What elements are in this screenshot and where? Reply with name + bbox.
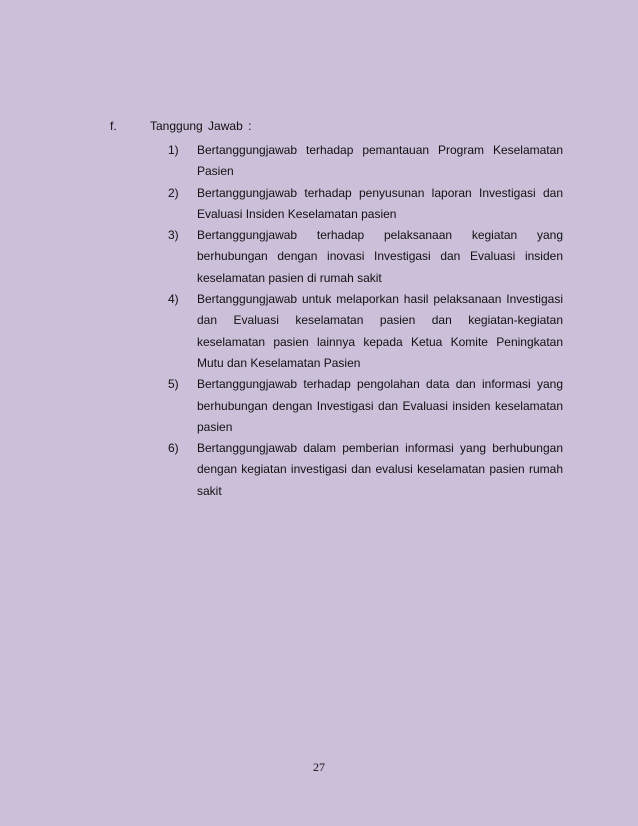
list-item [168, 183, 563, 226]
list-item-number: 4) [168, 292, 179, 307]
responsibility-list [168, 140, 563, 502]
list-item-number: 1) [168, 143, 179, 157]
list-item-text: Bertanggungjawab terhadap pemantauan Program Keselamatan Pasien [197, 143, 563, 179]
list-item-number: 3) [168, 228, 179, 243]
section-letter: f. [110, 119, 117, 133]
list-item-text: Bertanggungjawab terhadap pengolahan data dan informasi yang berhubungan dengan Investigasi dan Evaluasi insiden keselamatan pasien [197, 377, 563, 434]
list-item [168, 438, 563, 502]
list-item [168, 140, 563, 183]
list-item [168, 374, 563, 438]
section-title: Tanggung Jawab : [150, 119, 252, 133]
list-item-text: Bertanggungjawab terhadap penyusunan laporan Investigasi dan Evaluasi Insiden Keselamatan pasien [197, 185, 563, 221]
list-item-number: 6) [168, 441, 179, 456]
list-item-number: 5) [168, 377, 179, 392]
page-number: 27 [313, 760, 325, 774]
list-item [168, 289, 563, 374]
list-item-text: Bertanggungjawab terhadap pelaksanaan kegiatan yang berhubungan dengan inovasi Investigasi dan Evaluasi insiden keselamatan pasien di rumah sakit [197, 228, 563, 285]
list-item-number: 2) [168, 185, 179, 200]
list-item [168, 225, 563, 289]
list-item-text: Bertanggungjawab untuk melaporkan hasil pelaksanaan Investigasi dan Evaluasi keselamatan pasien dan kegiatan-kegiatan keselamatan pasien lainnya kepada Ketua Komite Peningkatan Mutu dan Keselamatan Pasien [197, 292, 563, 370]
list-item-text: Bertanggungjawab dalam pemberian informasi yang berhubungan dengan kegiatan investigasi dan evalusi keselamatan pasien rumah sakit [197, 441, 563, 498]
